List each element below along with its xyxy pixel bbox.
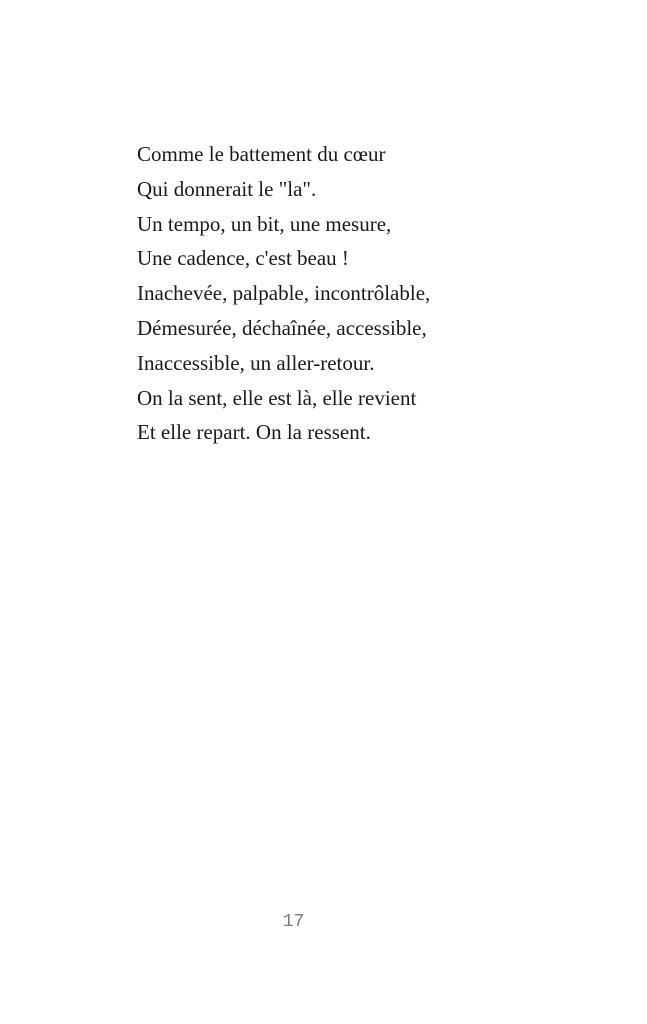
- poem-line: Qui donnerait le "la".: [137, 176, 317, 201]
- poem-line: Et elle repart. On la ressent.: [137, 420, 371, 445]
- poem-line: Comme le battement du cœur: [137, 142, 386, 166]
- page-number: 17: [282, 912, 305, 932]
- poem-line: Un tempo, un bit, une mesure,: [137, 211, 392, 236]
- poem-line: On la sent, elle est là, elle revient: [137, 385, 417, 410]
- poem-line: Une cadence, c'est beau !: [137, 246, 349, 271]
- poem-line: Inaccessible, un aller-retour.: [137, 350, 375, 375]
- poem-line: Inachevée, palpable, incontrôlable,: [137, 281, 431, 306]
- poem-line: Démesurée, déchaînée, accessible,: [137, 315, 427, 340]
- poem-stanza: [137, 137, 430, 450]
